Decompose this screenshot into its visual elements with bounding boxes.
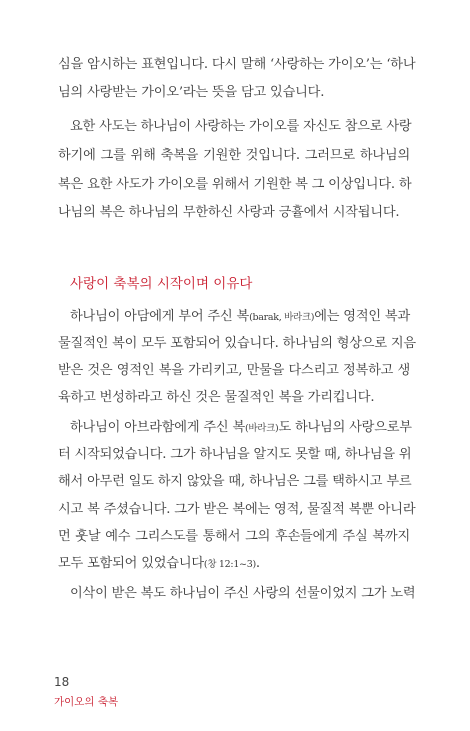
paragraph-line: 육하고 번성하라고 하신 것은 물질적인 복을 가리킵니다. bbox=[58, 390, 375, 405]
paragraph-line: 해서 아무런 일도 하지 않았을 때, 하나님은 그를 택하시고 부르 bbox=[58, 474, 412, 489]
line-text: 에는 영적인 복과 bbox=[314, 309, 411, 324]
line-text: . bbox=[255, 556, 260, 571]
paragraph-line: 님의 사랑받는 가이오’라는 뜻을 담고 있습니다. bbox=[58, 85, 325, 100]
paragraph-line: 물질적인 복이 모두 포함되어 있습니다. 하나님의 형상으로 지음 bbox=[58, 336, 416, 351]
paragraph-line: 받은 것은 영적인 복을 가리키고, 만물을 다스리고 정복하고 생 bbox=[58, 363, 410, 378]
paragraph-line: 터 시작되었습니다. 그가 하나님을 알지도 못할 때, 하나님을 위 bbox=[58, 447, 412, 462]
paragraph-line bbox=[70, 418, 410, 439]
paragraph-line: 요한 사도는 하나님이 사랑하는 가이오를 자신도 참으로 사랑 bbox=[70, 119, 412, 134]
transliteration-note: (barak, 바라크) bbox=[249, 312, 315, 323]
transliteration-note: (바라크) bbox=[244, 423, 279, 434]
paragraph-line: 먼 훗날 예수 그리스도를 통해서 그의 후손들에게 주실 복까지 bbox=[58, 529, 410, 544]
paragraph-line: 하기에 그를 위해 축복을 기원한 것입니다. 그러므로 하나님의 bbox=[58, 148, 410, 163]
line-text: 하나님이 아담에게 부어 주신 복 bbox=[70, 309, 250, 324]
paragraph-line bbox=[70, 307, 410, 328]
section-heading: 사랑이 축복의 시작이며 이유다 bbox=[70, 276, 253, 292]
line-text: 하나님이 아브라함에게 주신 복 bbox=[70, 420, 245, 435]
paragraph-line: 나님의 복은 하나님의 무한하신 사랑과 긍휼에서 시작됩니다. bbox=[58, 205, 400, 220]
line-text: 모두 포함되어 있었습니다 bbox=[58, 556, 204, 571]
paragraph-line: 복은 요한 사도가 가이오를 위해서 기원한 복 그 이상입니다. 하 bbox=[58, 177, 412, 192]
paragraph-line: 시고 복 주셨습니다. 그가 받은 복에는 영적, 물질적 복뿐 아니라 bbox=[58, 502, 416, 517]
paragraph-line: 이삭이 받은 복도 하나님이 주신 사랑의 선물이었지 그가 노력 bbox=[70, 586, 416, 601]
page-number: 18 bbox=[54, 675, 70, 689]
running-title: 가이오의 축복 bbox=[54, 696, 119, 708]
paragraph-line bbox=[58, 554, 410, 575]
scripture-reference: (창 12:1~3) bbox=[203, 559, 256, 570]
paragraph-line: 심을 암시하는 표현입니다. 다시 말해 ‘사랑하는 가이오’는 ‘하나 bbox=[58, 57, 416, 72]
line-text: 도 하나님의 사랑으로부 bbox=[278, 420, 412, 435]
